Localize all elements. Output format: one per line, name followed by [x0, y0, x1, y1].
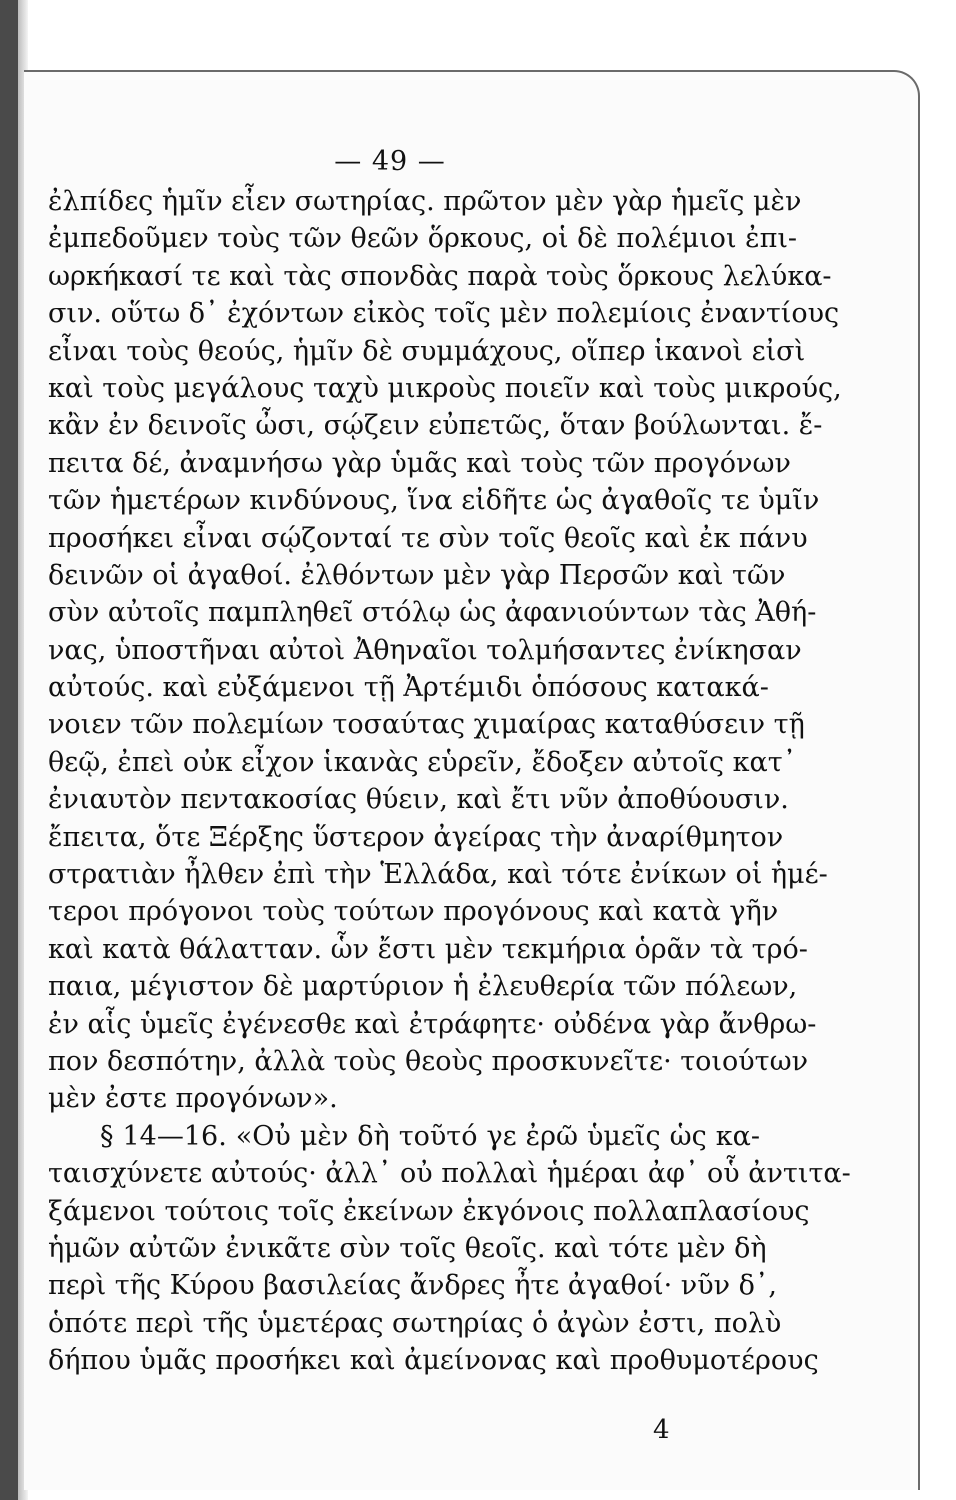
text-line: αὐτούς. καὶ εὐξάμενοι τῇ Ἀρτέμιδι ὁπόσους κατακά- — [48, 672, 769, 704]
text-line: θεῷ, ἐπεὶ οὐκ εἶχον ἱκανὰς εὑρεῖν, ἔδοξεν αὐτοῖς κατ᾽ — [48, 746, 797, 778]
text-line: νοιεν τῶν πολεμίων τοσαύτας χιμαίρας καταθύσειν τῇ — [48, 709, 805, 741]
text-line: ωρκήκασί τε καὶ τὰς σπονδὰς παρὰ τοὺς ὅρκους λελύκα- — [48, 260, 832, 292]
text-line: ξάμενοι τούτοις τοῖς ἐκείνων ἐκγόνοις πολλαπλασίους — [48, 1195, 810, 1227]
page-number-header: — 49 — — [334, 146, 446, 177]
text-line: πον δεσπότην, ἀλλὰ τοὺς θεοὺς προσκυνεῖτε· τοιούτων — [48, 1045, 809, 1077]
text-line: καὶ κατὰ θάλατταν. ὧν ἔστι μὲν τεκμήρια ὁρᾶν τὰ τρό- — [48, 933, 808, 965]
text-line: νας, ὑποστῆναι αὐτοὶ Ἀθηναῖοι τολμήσαντες ἐνίκησαν — [48, 634, 802, 666]
text-line: τῶν ἡμετέρων κινδύνους, ἵνα εἰδῆτε ὡς ἀγαθοῖς τε ὑμῖν — [48, 485, 820, 517]
text-line: ἔπειτα, ὅτε Ξέρξης ὕστερον ἀγείρας τὴν ἀναρίθμητον — [48, 821, 784, 853]
section-start-line: § 14—16. «Οὐ μὲν δὴ τοῦτό γε ἐρῶ ὑμεῖς ὡς κα- — [100, 1120, 760, 1152]
signature-number: 4 — [653, 1415, 670, 1445]
text-line: δήπου ὑμᾶς προσήκει καὶ ἀμείνονας καὶ προθυμοτέρους — [48, 1345, 819, 1377]
text-line: περὶ τῆς Κύρου βασιλείας ἄνδρες ἦτε ἀγαθοί· νῦν δ᾽, — [48, 1270, 777, 1302]
text-line: ἐλπίδες ἡμῖν εἶεν σωτηρίας. πρῶτον μὲν γὰρ ἡμεῖς μὲν — [48, 186, 802, 217]
text-line: εἶναι τοὺς θεούς, ἡμῖν δὲ συμμάχους, οἵπερ ἱκανοὶ εἰσὶ — [48, 335, 806, 367]
text-line: ταισχύνετε αὐτούς· ἀλλ᾽ οὐ πολλαὶ ἡμέραι ἀφ᾽ οὗ ἀντιτα- — [48, 1158, 851, 1190]
text-line: ἐνιαυτὸν πεντακοσίας θύειν, καὶ ἔτι νῦν ἀποθύουσιν. — [48, 784, 789, 816]
body-text — [48, 183, 851, 1380]
text-line: κἂν ἐν δεινοῖς ὦσι, σῴζειν εὐπετῶς, ὅταν βούλωνται. ἔ- — [48, 410, 823, 442]
scan-border — [0, 0, 18, 1500]
text-line: καὶ τοὺς μεγάλους ταχὺ μικροὺς ποιεῖν καὶ τοὺς μικρούς, — [48, 372, 842, 404]
text-line: σὺν αὐτοῖς παμπληθεῖ στόλῳ ὡς ἀφανιούντων τὰς Ἀθή- — [48, 597, 817, 629]
text-line: προσήκει εἶναι σῴζονταί τε σὺν τοῖς θεοῖς καὶ ἐκ πάνυ — [48, 522, 808, 554]
text-line: ὁπότε περὶ τῆς ὑμετέρας σωτηρίας ὁ ἀγὼν ἐστι, πολὺ — [48, 1307, 782, 1339]
text-line: ἐν αἷς ὑμεῖς ἐγένεσθε καὶ ἐτράφητε· οὐδένα γὰρ ἄνθρω- — [48, 1008, 817, 1040]
text-line: ἐμπεδοῦμεν τοὺς τῶν θεῶν ὅρκους, οἱ δὲ πολέμιοι ἐπι- — [48, 223, 798, 255]
text-line: στρατιὰν ἦλθεν ἐπὶ τὴν Ἑλλάδα, καὶ τότε ἐνίκων οἱ ἡμέ- — [48, 859, 828, 891]
text-line: σιν. οὕτω δ᾽ ἐχόντων εἰκὸς τοῖς μὲν πολεμίοις ἐναντίους — [48, 298, 840, 330]
text-line: δεινῶν οἱ ἀγαθοί. ἐλθόντων μὲν γὰρ Περσῶν καὶ τῶν — [48, 559, 786, 591]
text-line: μὲν ἐστε προγόνων». — [48, 1083, 338, 1115]
text-line: πειτα δέ, ἀναμνήσω γὰρ ὑμᾶς καὶ τοὺς τῶν προγόνων — [48, 447, 791, 479]
text-line: παια, μέγιστον δὲ μαρτύριον ἡ ἐλευθερία τῶν πόλεων, — [48, 971, 798, 1003]
text-line: ἡμῶν αὐτῶν ἐνικᾶτε σὺν τοῖς θεοῖς. καὶ τότε μὲν δὴ — [48, 1232, 767, 1264]
text-line: τεροι πρόγονοι τοὺς τούτων προγόνους καὶ κατὰ γῆν — [48, 896, 779, 928]
